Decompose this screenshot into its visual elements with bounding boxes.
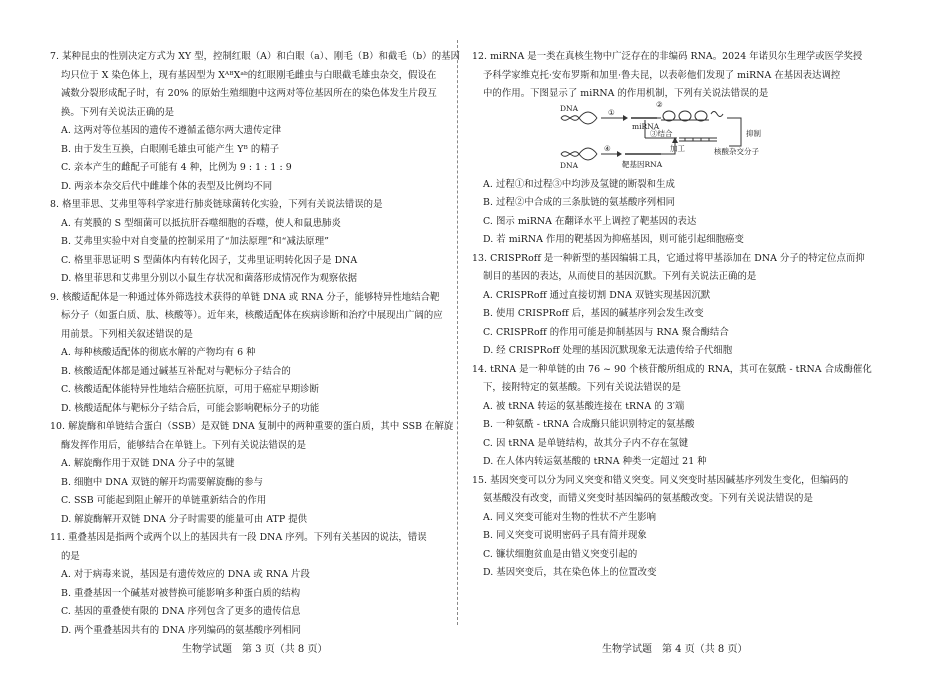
diagram-label-target-rna: 靶基因RNA	[622, 159, 663, 169]
q10-stem-line: 酶发挥作用后，能够结合在单链上。下列有关说法错误的是	[61, 439, 307, 451]
question-8	[50, 196, 470, 289]
left-column	[50, 48, 470, 640]
right-column	[472, 48, 892, 583]
mirna-mechanism-diagram	[472, 99, 892, 170]
q9-stem-line: 标分子（如蛋白质、肽、核酸等）。近年来，核酸适配体在疾病诊断和治疗中展现出广阔的应	[61, 310, 443, 321]
question-13	[472, 250, 892, 361]
q9-option-d: D. 核酸适配体与靶标分子结合后，可能会影响靶标分子的功能	[61, 402, 320, 414]
diagram-label-dna-bottom: DNA	[560, 160, 578, 170]
question-10	[50, 418, 470, 529]
q7-stem-line: 均只位于 X 染色体上，现有基因型为 XᴬᴮXᵃᵇ的红眼刚毛雌虫与白眼截毛雄虫杂交，假设在	[61, 69, 437, 81]
diagram-label-step3: ③结合	[650, 128, 673, 138]
question-15	[472, 472, 892, 583]
q9-stem-line: 用前景。下列相关叙述错误的是	[61, 328, 193, 340]
diagram-label-dna-top: DNA	[560, 103, 578, 113]
q13-option-a: A. CRISPRoff 通过直接切割 DNA 双链实现基因沉默	[483, 289, 711, 301]
q9-option-c: C. 核酸适配体能特异性地结合癌胚抗原，可用于癌症早期诊断	[61, 384, 320, 395]
q13-option-d: D. 经 CRISPRoff 处理的基因沉默现象无法遗传给子代细胞	[483, 345, 733, 356]
q11-stem-line: 11. 重叠基因是指两个或两个以上的基因共有一段 DNA 序列。下列有关基因的说法，错误	[50, 532, 427, 543]
q12-stem-line: 中的作用。下图显示了 miRNA 的作用机制，下列有关说法错误的是	[483, 88, 769, 99]
diagram-label-step2: ②	[656, 99, 663, 109]
q8-option-b: B. 艾弗里实验中对自变量的控制采用了“加法原理”和“减法原理”	[61, 236, 329, 247]
q14-stem-line: 下，接附特定的氨基酸。下列有关说法错误的是	[483, 382, 681, 393]
q11-option-d: D. 两个重叠基因共有的 DNA 序列编码的氨基酸序列相同	[61, 624, 301, 636]
page-footer-right: 生物学试题 第 4 页（共 8 页）	[602, 644, 748, 655]
q7-stem-line: 换。下列有关说法正确的是	[61, 106, 175, 118]
step4-arrowhead	[617, 151, 622, 157]
q15-option-d: D. 基因突变后，其在染色体上的位置改变	[483, 567, 657, 578]
question-14	[472, 361, 892, 472]
q14-stem-line: 14. tRNA 是一种单链的由 76 ~ 90 个核苷酸所组成的 RNA，其可在氨酰 - tRNA 合成酶催化	[472, 363, 872, 375]
q14-option-c: C. 因 tRNA 是单链结构，故其分子内不存在氢键	[483, 437, 689, 449]
q7-option-c: C. 亲本产生的雌配子可能有 4 种，比例为 9 : 1 : 1 : 9	[61, 162, 292, 173]
q13-option-c: C. CRISPRoff 的作用可能是抑制基因与 RNA 聚合酶结合	[483, 326, 729, 338]
q9-option-a: A. 每种核酸适配体的彻底水解的产物均有 6 种	[61, 347, 256, 358]
q13-stem-line: 制目的基因的表达，从而使目的基因沉默。下列有关说法正确的是	[483, 271, 757, 282]
q11-option-c: C. 基因的重叠使有限的 DNA 序列包含了更多的遗传信息	[61, 606, 301, 617]
q15-option-b: B. 同义突变可说明密码子具有简并现象	[483, 530, 647, 541]
inhibit-line	[727, 118, 741, 146]
q7-stem-line: 7. 某种昆虫的性别决定方式为 XY 型，控制红眼（A）和白眼（a）、刚毛（B）和截毛（b）的基因	[50, 51, 461, 62]
q13-option-b: B. 使用 CRISPRoff 后，基因的碱基序列会发生改变	[483, 308, 704, 319]
diagram-label-mirna: miRNA	[632, 121, 660, 131]
diagram-label-process: 加工	[670, 143, 685, 153]
q12-option-d: D. 若 miRNA 作用的靶基因为抑癌基因，则可能引起细胞癌变	[483, 234, 744, 245]
q14-option-d: D. 在人体内转运氨基酸的 tRNA 种类一定超过 21 种	[483, 456, 707, 467]
q12-option-c: C. 图示 miRNA 在翻译水平上调控了靶基因的表达	[483, 215, 697, 227]
q15-stem-line: 氨基酸没有改变，而错义突变时基因编码的氨基酸改变。下列有关说法错误的是	[483, 493, 813, 504]
question-7	[50, 48, 470, 196]
hybrid-molecule-icon	[679, 138, 717, 141]
page-footer-left: 生物学试题 第 3 页（共 8 页）	[182, 644, 328, 655]
q10-option-b: B. 细胞中 DNA 双链的解开均需要解旋酶的参与	[61, 476, 263, 488]
q7-option-a: A. 这两对等位基因的遗传不遵循孟德尔两大遗传定律	[61, 125, 282, 136]
question-9	[50, 289, 470, 419]
q10-option-d: D. 解旋酶解开双链 DNA 分子时需要的能量可由 ATP 提供	[61, 513, 308, 525]
q15-option-c: C. 镰状细胞贫血是由错义突变引起的	[483, 548, 638, 560]
q13-stem-line: 13. CRISPRoff 是一种新型的基因编辑工具，它通过将甲基添加在 DNA 分子的特定位点而抑	[472, 252, 865, 264]
q12-option-a: A. 过程①和过程③中均涉及氢键的断裂和生成	[483, 178, 675, 190]
question-11	[50, 529, 470, 640]
q7-option-d: D. 两亲本杂交后代中雌雄个体的表型及比例均不同	[61, 180, 273, 192]
q10-stem-line: 10. 解旋酶和单链结合蛋白（SSB）是双链 DNA 复制中的两种重要的蛋白质，其中 SSB 在解旋	[50, 421, 454, 432]
q7-stem-line: 减数分裂形成配子时，有 20% 的原始生殖细胞中这两对等位基因所在的染色体发生片段互	[61, 88, 437, 99]
q7-option-b: B. 由于发生互换，白眼刚毛雄虫可能产生 Yᴮ 的精子	[61, 143, 280, 155]
diagram-label-complex: 核酸杂交分子	[714, 146, 759, 156]
q12-stem-line: 予科学家维克托·安布罗斯和加里·鲁夫昆，以表彰他们发现了 miRNA 在基因表达调控	[483, 69, 841, 81]
step1-arrowhead	[623, 115, 628, 121]
q12-option-b: B. 过程②中合成的三条肽链的氨基酸序列相同	[483, 197, 676, 208]
q15-option-a: A. 同义突变可能对生物的性状不产生影响	[483, 511, 657, 523]
q10-option-a: A. 解旋酶作用于双链 DNA 分子中的氢键	[61, 458, 235, 469]
dna-helix-bottom	[561, 148, 597, 160]
q11-option-a: A. 对于病毒来说，基因是有遗传效应的 DNA 或 RNA 片段	[61, 569, 310, 580]
q12-stem-line: 12. miRNA 是一类在真核生物中广泛存在的非编码 RNA。2024 年诺贝尔生理学或医学奖授	[472, 51, 863, 62]
q14-option-a: A. 被 tRNA 转运的氨基酸连接在 tRNA 的 3′端	[483, 400, 685, 412]
q14-option-b: B. 一种氨酰 - tRNA 合成酶只能识别特定的氨基酸	[483, 419, 695, 430]
ribosome-icon	[661, 111, 709, 121]
q8-option-a: A. 有荚膜的 S 型细菌可以抵抗肝吞噬细胞的吞噬，使人和鼠患肺炎	[61, 217, 341, 229]
q10-option-c: C. SSB 可能起到阻止解开的单链重新结合的作用	[61, 495, 267, 506]
diagram-label-step1: ①	[608, 107, 615, 117]
question-12	[472, 48, 892, 250]
dna-helix-top	[561, 112, 597, 124]
q9-option-b: B. 核酸适配体都是通过碱基互补配对与靶标分子结合的	[61, 365, 291, 377]
q8-option-d: D. 格里菲思和艾弗里分别以小鼠生存状况和菌落形成情况作为观察依据	[61, 273, 358, 284]
q11-option-b: B. 重叠基因一个碱基对被替换可能影响多种蛋白质的结构	[61, 587, 301, 599]
diagram-label-inhibit: 抑制	[746, 128, 761, 138]
q15-stem-line: 15. 基因突变可以分为同义突变和错义突变。同义突变时基因碱基序列发生变化，但编码的	[472, 474, 849, 486]
q8-option-c: C. 格里菲思证明 S 型菌体内有转化因子，艾弗里证明转化因子是 DNA	[61, 254, 358, 266]
peptide-icon	[711, 111, 723, 116]
q11-stem-line: 的是	[61, 550, 80, 562]
diagram-label-step4: ④	[604, 143, 611, 153]
q8-stem-line: 8. 格里菲思、艾弗里等科学家进行肺炎链球菌转化实验，下列有关说法错误的是	[50, 199, 383, 210]
q9-stem-line: 9. 核酸适配体是一种通过体外筛选技术获得的单链 DNA 或 RNA 分子，能够特异性地结合靶	[50, 291, 440, 303]
